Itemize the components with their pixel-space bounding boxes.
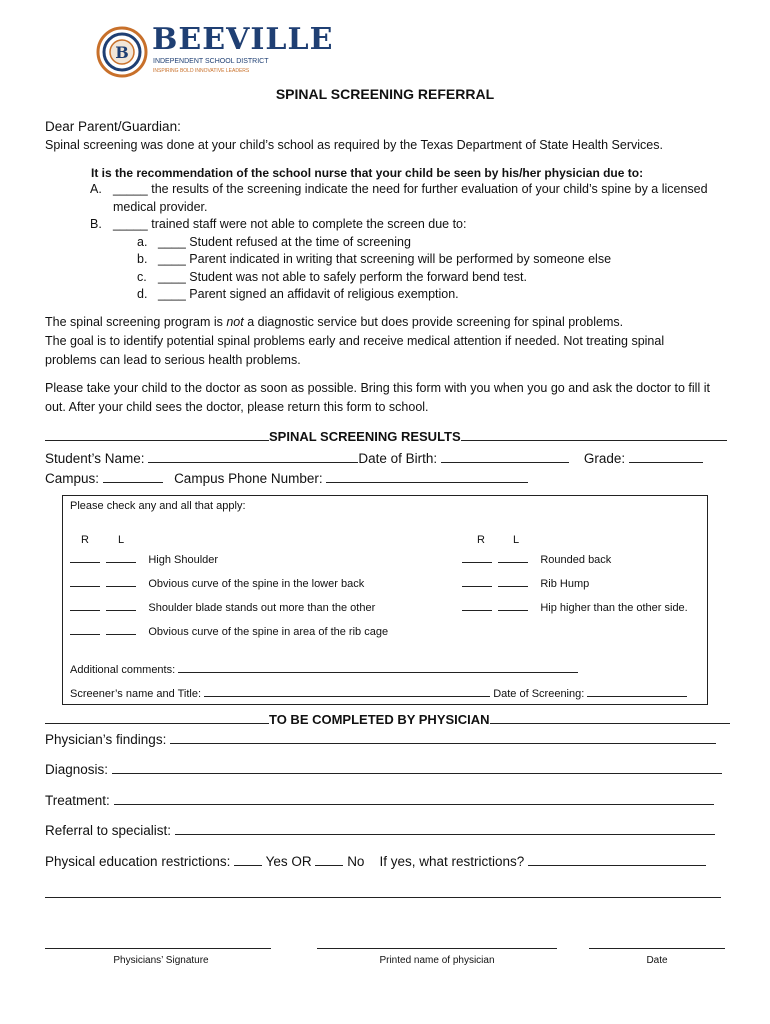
additional-comments-field[interactable] (178, 660, 578, 673)
sub-item-marker: a. (137, 235, 148, 249)
signature-label: Physicians’ Signature (113, 955, 209, 966)
grade-field[interactable] (629, 450, 703, 463)
district-seal-icon (96, 26, 148, 78)
check-r-field[interactable] (462, 574, 492, 587)
campus-row: Campus: Campus Phone Number: (45, 470, 528, 486)
sub-item-text[interactable]: ____ Parent signed an affidavit of religious exemption. (158, 287, 459, 301)
check-l-field[interactable] (106, 622, 136, 635)
checklist-item: High Shoulder (70, 550, 218, 566)
date-line[interactable] (589, 948, 725, 949)
campus-phone-field[interactable] (326, 470, 528, 483)
diagnosis-field[interactable] (112, 761, 722, 774)
referral-field[interactable] (175, 822, 715, 835)
dob-field[interactable] (441, 450, 569, 463)
recommendation-text: It is the recommendation of the school nurse that your child be seen by his/her physician due to: (91, 166, 644, 180)
check-r-field[interactable] (462, 550, 492, 563)
instructions-paragraph-cont: out. After your child sees the doctor, please return this form to school. (45, 400, 429, 414)
signature-line[interactable] (45, 948, 271, 949)
column-r-label: R (81, 534, 89, 546)
check-r-field[interactable] (462, 598, 492, 611)
restrictions-extra-line[interactable] (45, 897, 721, 898)
checklist-item: Hip higher than the other side. (462, 598, 688, 614)
sub-item-marker: c. (137, 270, 147, 284)
check-r-field[interactable] (70, 550, 100, 563)
check-l-field[interactable] (498, 574, 528, 587)
option-a-marker: A. (90, 182, 102, 196)
results-heading-row (45, 428, 713, 444)
findings-field[interactable] (170, 731, 716, 744)
program-paragraph: The spinal screening program is not a diagnostic service but does provide screening for spinal problems. (45, 315, 624, 329)
goal-paragraph-cont: problems can lead to serious health problems. (45, 353, 301, 367)
goal-paragraph: The goal is to identify potential spinal problems early and receive medical attention if needed. Not treating spinal (45, 334, 665, 348)
column-l-label: L (118, 534, 125, 546)
checklist-item: Rounded back (462, 550, 611, 566)
campus-field[interactable] (103, 470, 163, 483)
treatment-row: Treatment: (45, 792, 714, 808)
check-r-field[interactable] (70, 622, 100, 635)
district-name: BEEVILLE (152, 22, 334, 57)
district-motto: INSPIRING BOLD INNOVATIVE LEADERS (153, 68, 250, 74)
checklist-item: Obvious curve of the spine in area of the rib cage (70, 622, 388, 638)
sub-item-text[interactable]: ____ Parent indicated in writing that screening will be performed by someone else (158, 252, 612, 266)
additional-comments-row: Additional comments: (70, 660, 578, 676)
check-r-field[interactable] (70, 574, 100, 587)
restrictions-field[interactable] (528, 853, 706, 866)
column-l-label: L (513, 534, 520, 546)
pe-no-field[interactable] (315, 853, 343, 866)
physician-heading-row (45, 711, 730, 727)
diagnosis-row: Diagnosis: (45, 761, 722, 777)
instructions-paragraph: Please take your child to the doctor as soon as possible. Bring this form with you when you go and ask the doctor to fill it (45, 381, 710, 395)
sub-item-marker: d. (137, 287, 148, 301)
checklist-item: Shoulder blade stands out more than the other (70, 598, 375, 614)
option-b-marker: B. (90, 217, 102, 231)
intro-line: Spinal screening was done at your child’s school as required by the Texas Department of State Health Services. (45, 138, 663, 152)
check-r-field[interactable] (70, 598, 100, 611)
pe-yes-field[interactable] (234, 853, 262, 866)
option-a-text[interactable]: _____ the results of the screening indicate the need for further evaluation of your child’s spine by a licensed (113, 182, 708, 196)
treatment-field[interactable] (114, 792, 714, 805)
screening-date-field[interactable] (587, 684, 687, 697)
seal-letter: B (115, 43, 129, 62)
check-l-field[interactable] (498, 598, 528, 611)
pe-restrictions-row: Physical education restrictions: Yes OR No If yes, what restrictions? (45, 853, 706, 869)
sub-item-marker: b. (137, 252, 148, 266)
sub-item-text[interactable]: ____ Student refused at the time of screening (158, 235, 411, 249)
page-title: SPINAL SCREENING REFERRAL (275, 86, 495, 102)
date-label: Date (646, 955, 668, 966)
option-a-text-cont: medical provider. (113, 200, 208, 214)
check-l-field[interactable] (498, 550, 528, 563)
district-subtitle: INDEPENDENT SCHOOL DISTRICT (153, 58, 269, 65)
column-r-label: R (477, 534, 485, 546)
check-l-field[interactable] (106, 574, 136, 587)
checklist-item: Rib Hump (462, 574, 589, 590)
physician-heading: TO BE COMPLETED BY PHYSICIAN (269, 712, 490, 727)
referral-row: Referral to specialist: (45, 822, 715, 838)
check-l-field[interactable] (106, 550, 136, 563)
screener-name-field[interactable] (204, 684, 490, 697)
student-name-row: Student’s Name: Date of Birth: Grade: (45, 450, 703, 466)
option-b-text[interactable]: _____ trained staff were not able to complete the screen due to: (113, 217, 467, 231)
sub-item-text[interactable]: ____ Student was not able to safely perform the forward bend test. (158, 270, 527, 284)
findings-row: Physician’s findings: (45, 731, 716, 747)
student-name-field[interactable] (148, 450, 358, 463)
checklist-item: Obvious curve of the spine in the lower back (70, 574, 364, 590)
check-l-field[interactable] (106, 598, 136, 611)
printed-name-line[interactable] (317, 948, 557, 949)
check-instruction: Please check any and all that apply: (70, 500, 246, 512)
salutation: Dear Parent/Guardian: (45, 119, 181, 134)
printed-name-label: Printed name of physician (379, 955, 495, 966)
screener-row: Screener’s name and Title: Date of Screening: (70, 684, 687, 700)
results-heading: SPINAL SCREENING RESULTS (269, 429, 461, 444)
